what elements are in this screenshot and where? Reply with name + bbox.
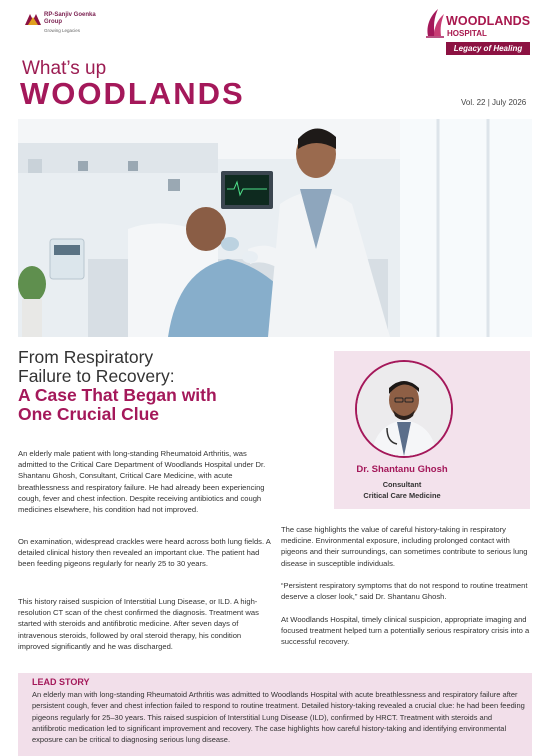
hero-photo: [18, 119, 532, 337]
newsletter-title-small: What’s up: [22, 58, 107, 79]
doctor-portrait-icon: [357, 362, 451, 456]
body-paragraph-3: This history raised suspicion of Interstitial Lung Disease, or ILD. A high-resolution CT scan of the chest confirmed the diagnosis. Treatment was started with steroids and antifibrotic medicine. After seven days of intravenous steroids, followed by oral steroid therapy, his condition improved significantly and he was discharged.: [18, 597, 259, 651]
group-tagline: Growing Legacies: [44, 28, 81, 33]
doctor-role: Consultant: [382, 480, 422, 489]
hospital-sub: HOSPITAL: [447, 29, 487, 38]
newsletter-title-big: WOODLANDS: [20, 76, 245, 111]
doctor-department: Critical Care Medicine: [363, 491, 441, 500]
right-paragraph-1: The case highlights the value of careful history-taking in respiratory medicine. Environmental exposure, including prolonged contact with pigeons and their surroundings, can sometimes contribute to serious lung disease in susceptible individuals.: [281, 525, 528, 568]
hospital-name: WOODLANDS: [446, 14, 531, 28]
doctor-photo: [355, 360, 453, 458]
right-paragraph-quote: “Persistent respiratory symptoms that do not respond to routine treatment deserve a closer look,” said Dr. Shantanu Ghosh.: [281, 581, 528, 602]
doctor-name: Dr. Shantanu Ghosh: [356, 464, 448, 475]
group-name: RP-Sanjiv Goenka Group: [44, 12, 96, 25]
lead-story-title: LEAD STORY: [32, 677, 90, 687]
right-paragraph-3: At Woodlands Hospital, timely clinical suspicion, appropriate imaging and focused treatment helped turn a potentially serious respiratory crisis into a successful recovery.: [281, 615, 530, 647]
rpsg-logo-icon: [24, 11, 42, 27]
subheadline: A Case That Began with One Crucial Clue: [18, 385, 217, 424]
issue-label: Vol. 22 | July 2026: [461, 98, 527, 107]
body-paragraph-2: On examination, widespread crackles were heard across both lung fields. A detailed clinical history then revealed an important clue. The patient had been feeding pigeons regularly for nearly 25 to 30 years.: [18, 537, 271, 569]
hospital-tagline: Legacy of Healing: [446, 42, 530, 55]
headline: From Respiratory Failure to Recovery:: [18, 347, 175, 386]
body-paragraph-1: An elderly male patient with long-standing Rheumatoid Arthritis, was admitted to the Critical Care Department of Woodlands Hospital under Dr. Shantanu Ghosh, Consultant, Critical Care Medicine, with acute breathlessness and respiratory failure. He had already been experiencing cough, fever and chest infection. Despite receiving antibiotics and cough medicines elsewhere, his condition had not improved.: [18, 449, 266, 515]
woodlands-logo-icon: [424, 6, 446, 40]
lead-story-text: An elderly man with long-standing Rheumatoid Arthritis was admitted to Woodlands Hospital with acute breathlessness and respiratory failure after persistent cough, fever and chest infection failed to respond to routine treatment. Detailed history-taking revealed a crucial clue: he had been feeding pigeons regularly for 25–30 years. This raised suspicion of Interstitial Lung Disease (ILD), confirmed by HRCT. Treatment with steroids and antifibrotic medication led to significant improvement and recovery. The case highlights how careful history-taking and identifying environmental exposure can be critical to diagnosing serious lung disease.: [32, 690, 525, 745]
